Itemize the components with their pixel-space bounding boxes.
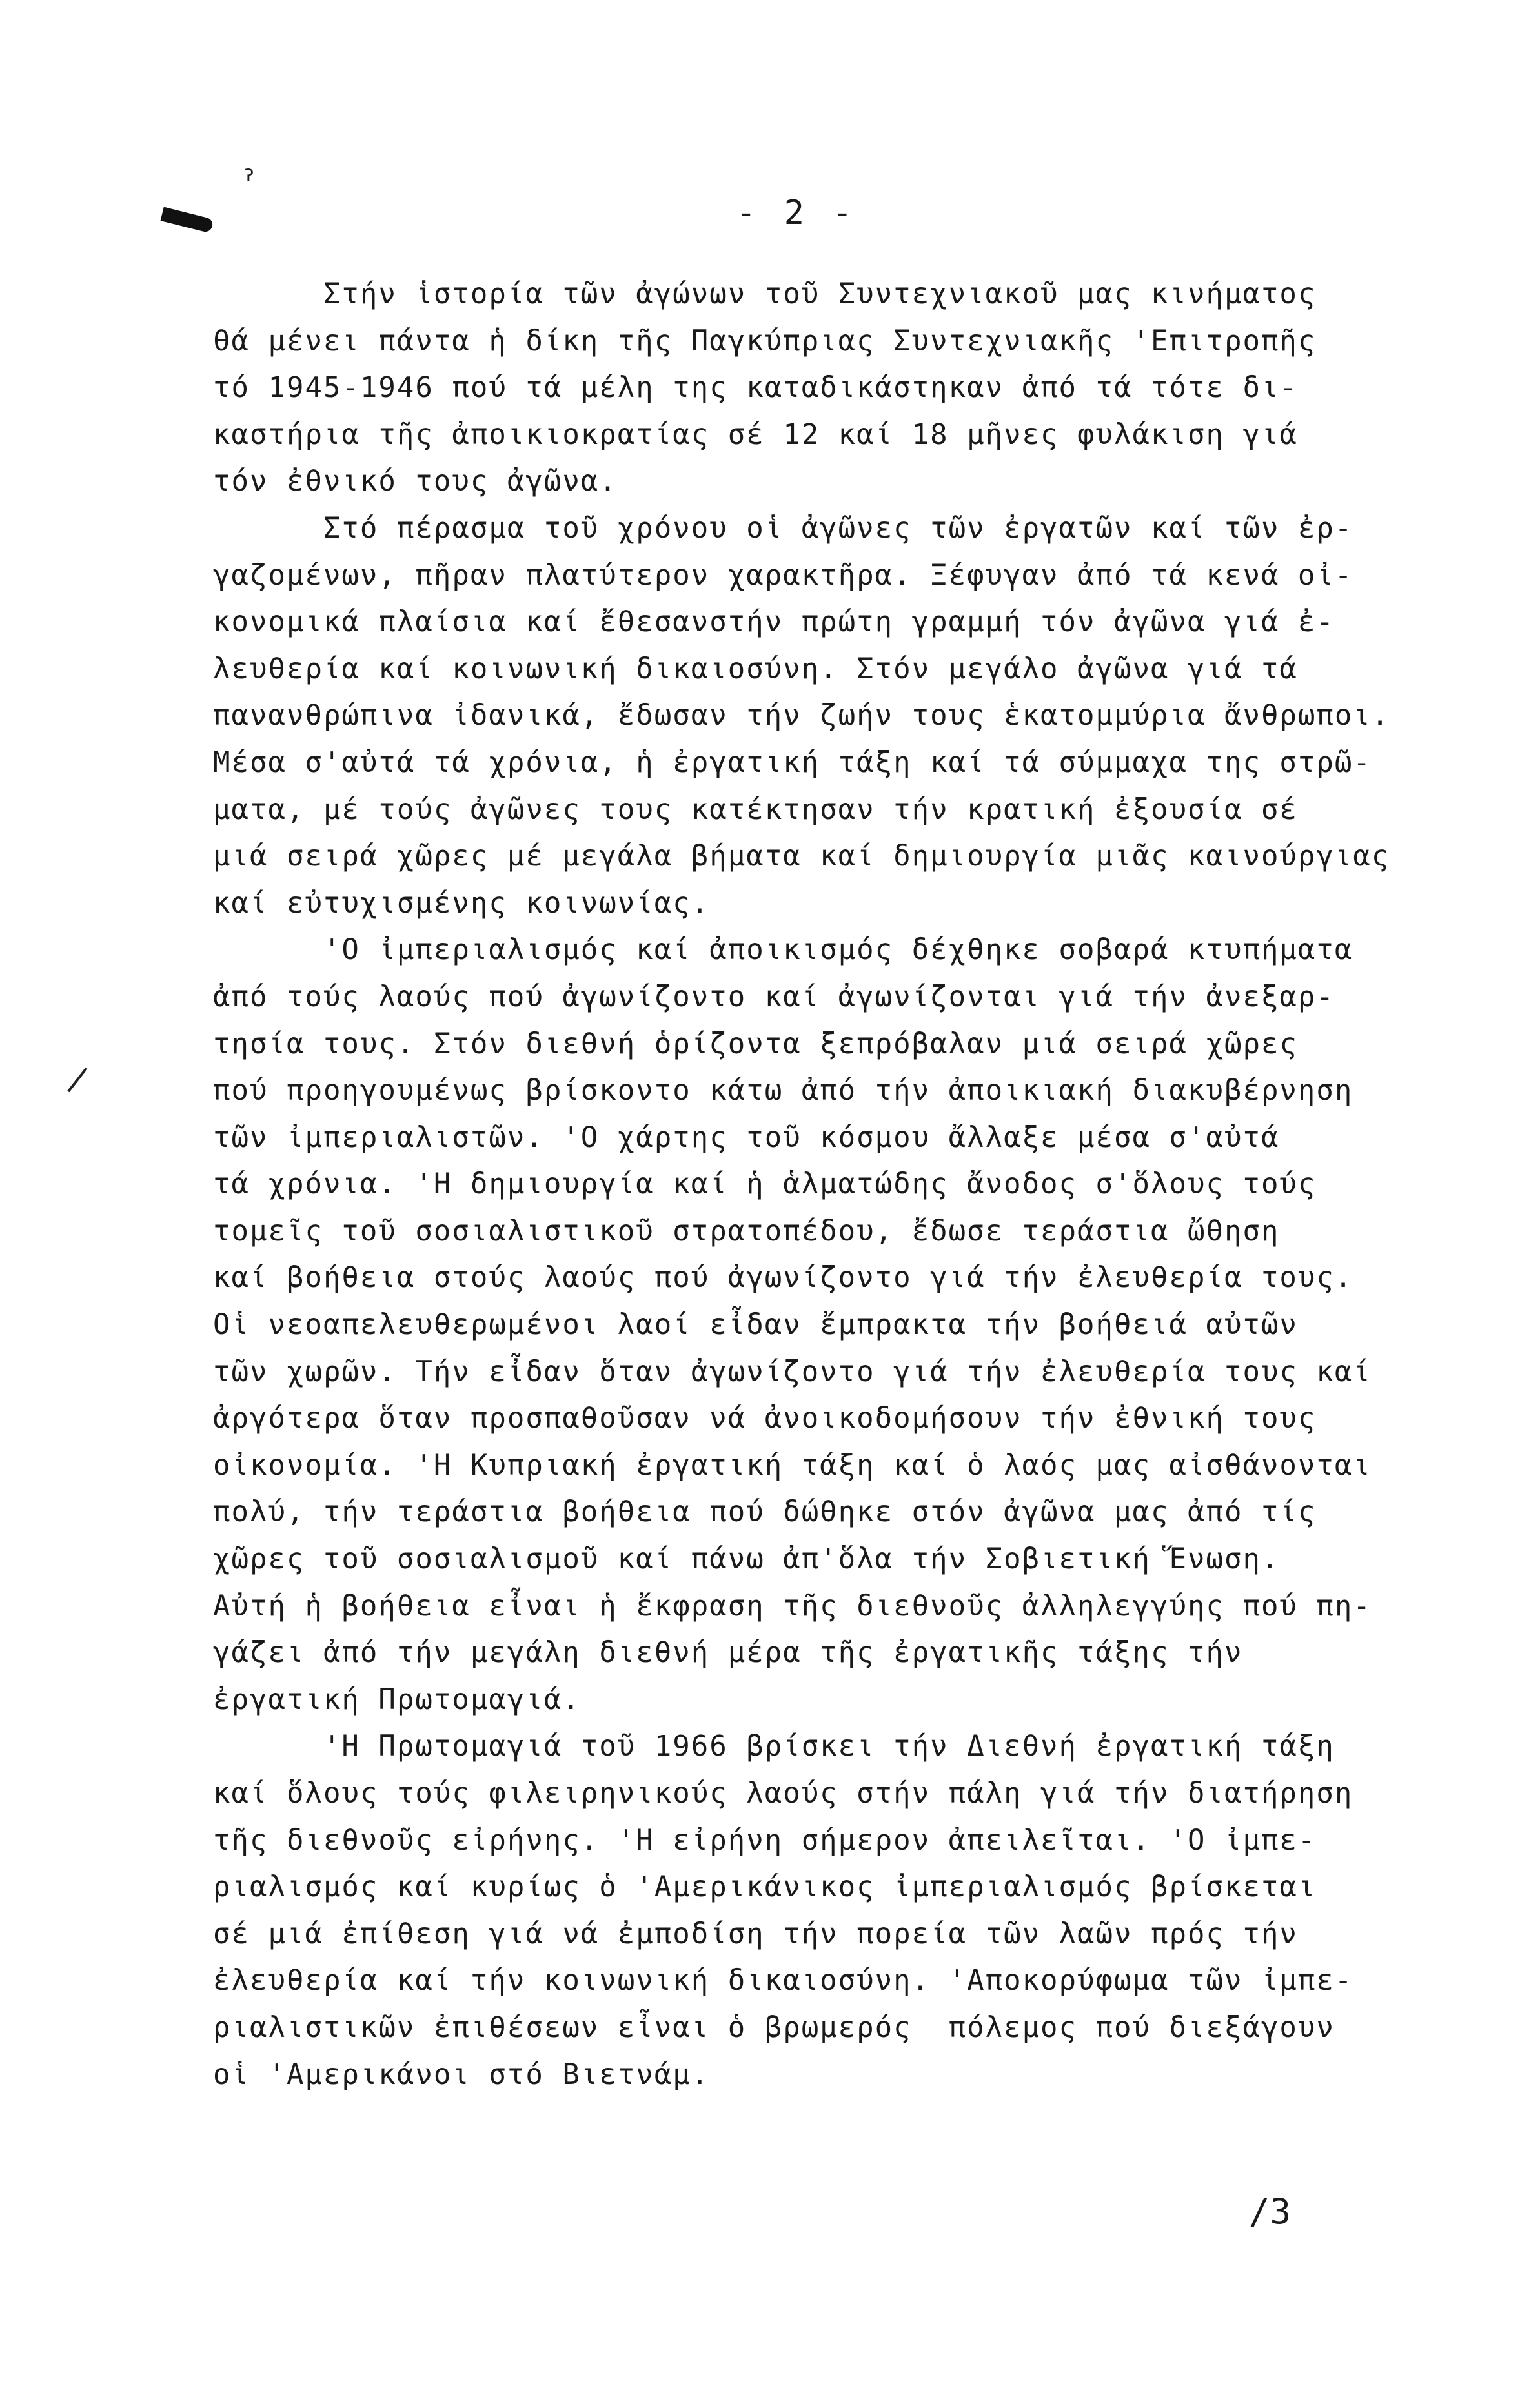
text-line: πού προηγουμένως βρίσκοντο κάτω ἀπό τήν ἀποικιακή διακυβέρνηση: [213, 1074, 1353, 1108]
text-line: Στό πέρασμα τοῦ χρόνου οἱ ἀγῶνες τῶν ἐργατῶν καί τῶν ἐρ-: [213, 511, 1353, 545]
text-line: τομεῖς τοῦ σοσιαλιστικοῦ στρατοπέδου, ἔδωσε τεράστια ὤθηση: [213, 1214, 1280, 1248]
text-line: τά χρόνια. 'Η δημιουργία καί ἡ ἁλματώδης ἄνοδος σ'ὅλους τούς: [213, 1168, 1317, 1201]
text-line: Αὐτή ἡ βοήθεια εἶναι ἡ ἔκφραση τῆς διεθνοῦς ἀλληλεγγύης πού πη-: [213, 1589, 1372, 1623]
text-line: κονομικά πλαίσια καί ἔθεσανστήν πρώτη γραμμή τόν ἀγῶνα γιά ἐ-: [213, 605, 1335, 639]
text-line: ματα, μέ τούς ἀγῶνες τους κατέκτησαν τήν κρατική ἐξουσία σέ: [213, 793, 1298, 826]
text-line: σέ μιά ἐπίθεση γιά νά ἐμποδίση τήν πορεία τῶν λαῶν πρός τήν: [213, 1917, 1298, 1950]
text-line: καστήρια τῆς ἀποικιοκρατίας σέ 12 καί 18 μῆνες φυλάκιση γιά: [213, 418, 1298, 451]
text-line: τῆς διεθνοῦς εἰρήνης. 'Η εἰρήνη σήμερον ἀπειλεῖται. 'Ο ἰμπε-: [213, 1823, 1317, 1857]
text-line: ἀπό τούς λαούς πού ἀγωνίζοντο καί ἀγωνίζονται γιά τήν ἀνεξαρ-: [213, 980, 1335, 1013]
ink-mark: [161, 207, 214, 234]
text-line: λευθερία καί κοινωνική δικαιοσύνη. Στόν μεγάλο ἀγῶνα γιά τά: [213, 652, 1298, 685]
margin-pen-mark: [67, 1068, 87, 1093]
text-line: θά μένει πάντα ἡ δίκη τῆς Παγκύπριας Συντεχνιακῆς 'Επιτροπῆς: [213, 324, 1317, 358]
text-line: χῶρες τοῦ σοσιαλισμοῦ καί πάνω ἀπ'ὅλα τήν Σοβιετική Ἕνωση.: [213, 1543, 1280, 1576]
ink-tick-mark: ˀ: [240, 167, 258, 201]
text-line: πολύ, τήν τεράστια βοήθεια πού δώθηκε στόν ἀγῶνα μας ἀπό τίς: [213, 1495, 1317, 1529]
text-line: καί ὅλους τούς φιλειρηνικούς λαούς στήν πάλη γιά τήν διατήρηση: [213, 1777, 1353, 1810]
text-line: τῶν χωρῶν. Τήν εἶδαν ὅταν ἀγωνίζοντο γιά τήν ἐλευθερία τους καί: [213, 1355, 1372, 1388]
body-text: [213, 271, 1465, 2098]
text-line: τῶν ἰμπεριαλιστῶν. 'Ο χάρτης τοῦ κόσμου ἄλλαξε μέσα σ'αὐτά: [213, 1120, 1280, 1154]
text-line: μιά σειρά χῶρες μέ μεγάλα βήματα καί δημιουργία μιᾶς καινούργιας: [213, 840, 1390, 873]
text-line: γάζει ἀπό τήν μεγάλη διεθνή μέρα τῆς ἐργατικῆς τάξης τήν: [213, 1636, 1243, 1670]
text-line: οἰκονομία. 'Η Κυπριακή ἐργατική τάξη καί ὁ λαός μας αἰσθάνονται: [213, 1448, 1372, 1482]
text-line: Μέσα σ'αὐτά τά χρόνια, ἡ ἐργατική τάξη καί τά σύμμαχα της στρῶ-: [213, 745, 1372, 779]
page-number: - 2 -: [736, 194, 856, 232]
text-line: οἱ 'Αμερικάνοι στό Βιετνάμ.: [213, 2058, 710, 2091]
text-line: πανανθρώπινα ἰδανικά, ἔδωσαν τήν ζωήν τους ἑκατομμύρια ἄνθρωποι.: [213, 699, 1390, 733]
text-line: ἐργατική Πρωτομαγιά.: [213, 1683, 581, 1716]
text-line: καί βοήθεια στούς λαούς πού ἀγωνίζοντο γιά τήν ἐλευθερία τους.: [213, 1261, 1353, 1295]
text-line: ἐλευθερία καί τήν κοινωνική δικαιοσύνη. 'Αποκορύφωμα τῶν ἰμπε-: [213, 1964, 1353, 1998]
text-line: τησία τους. Στόν διεθνή ὁρίζοντα ξεπρόβαλαν μιά σειρά χῶρες: [213, 1027, 1298, 1060]
text-line: Στήν ἱστορία τῶν ἀγώνων τοῦ Συντεχνιακοῦ μας κινήματος: [213, 278, 1317, 310]
text-line: γαζομένων, πῆραν πλατύτερον χαρακτῆρα. Ξέφυγαν ἀπό τά κενά οἰ-: [213, 558, 1353, 592]
text-line: ἀργότερα ὅταν προσπαθοῦσαν νά ἀνοικοδομήσουν τήν ἐθνική τους: [213, 1402, 1317, 1435]
text-line: 'Ο ἰμπεριαλισμός καί ἀποικισμός δέχθηκε σοβαρά κτυπήματα: [213, 933, 1353, 967]
text-line: τόν ἐθνικό τους ἀγῶνα.: [213, 465, 618, 498]
next-page-marker: /3: [1249, 2191, 1292, 2232]
text-line: Οἱ νεοαπελευθερωμένοι λαοί εἶδαν ἔμπρακτα τήν βοήθειά αὐτῶν: [213, 1308, 1298, 1342]
text-line: ριαλιστικῶν ἐπιθέσεων εἶναι ὁ βρωμερός πόλεμος πού διεξάγουν: [213, 2010, 1335, 2044]
text-line: τό 1945-1946 πού τά μέλη της καταδικάστηκαν ἀπό τά τότε δι-: [213, 371, 1298, 405]
text-line: ριαλισμός καί κυρίως ὁ 'Αμερικάνικος ἰμπεριαλισμός βρίσκεται: [213, 1870, 1317, 1904]
text-line: καί εὐτυχισμένης κοινωνίας.: [213, 886, 710, 920]
text-line: 'Η Πρωτομαγιά τοῦ 1966 βρίσκει τήν Διεθνή ἐργατική τάξη: [213, 1730, 1335, 1763]
